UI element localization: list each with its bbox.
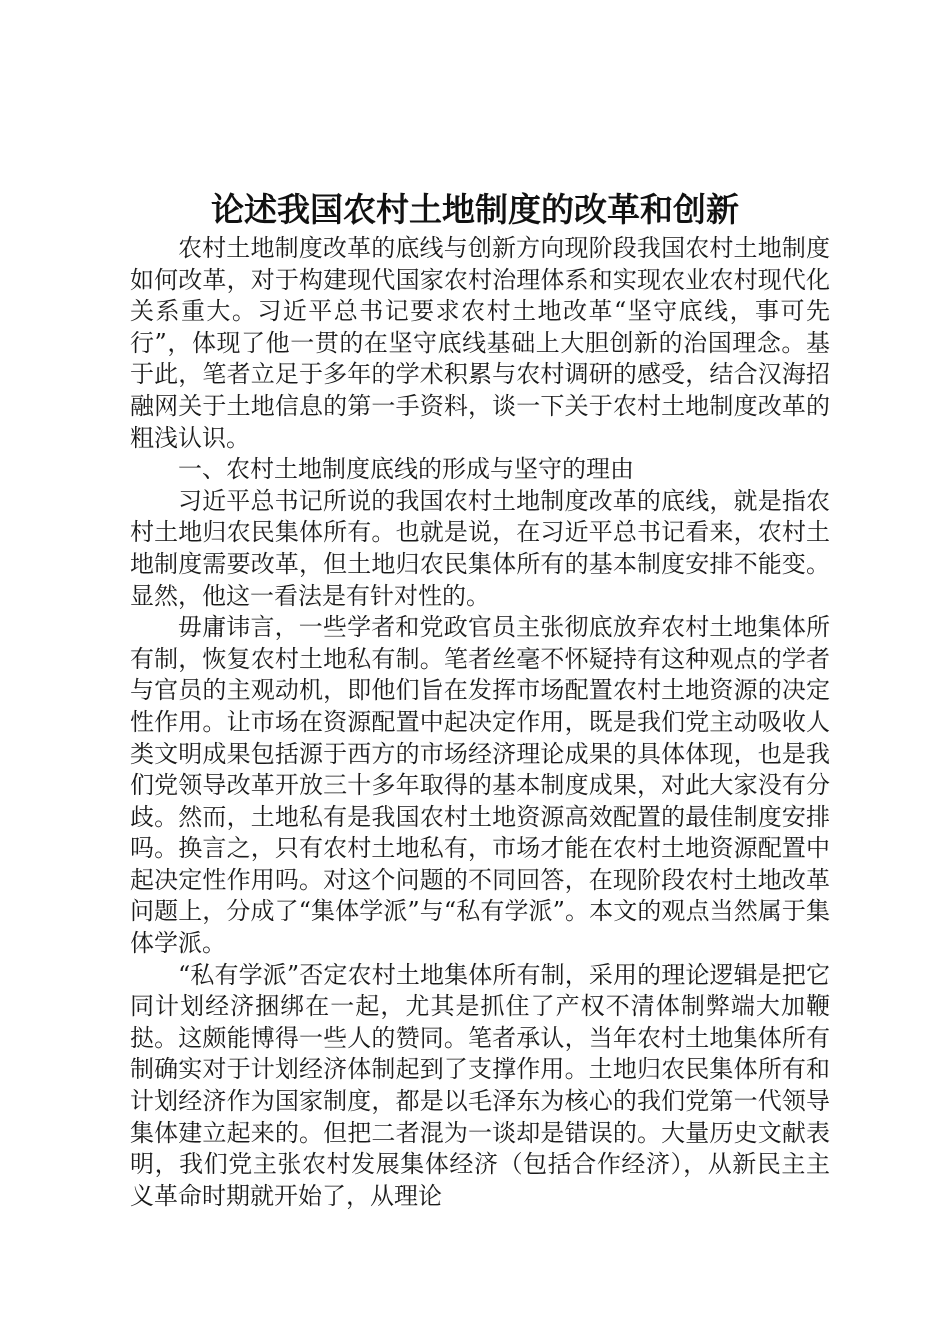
paragraph-private-school: “私有学派”否定农村土地集体所有制，采用的理论逻辑是把它同计划经济捆绑在一起，尤其是抓住了产权不清体制弊端大加鞭挞。这颇能博得一些人的赞同。笔者承认，当年农村土地集体所有制确实对于计划经济体制起到了支撑作用。土地归农民集体所有和计划经济作为国家制度，都是以毛泽东为核心的我们党第一代领导集体建立起来的。但把二者混为一谈却是错误的。大量历史文献表明，我们党主张农村发展集体经济（包括合作经济），从新民主主义革命时期就开始了，从理论: [130, 960, 830, 1210]
paragraph-private-debate: 毋庸讳言，一些学者和党政官员主张彻底放弃农村土地集体所有制，恢复农村土地私有制。笔者丝毫不怀疑持有这种观点的学者与官员的主观动机，即他们旨在发挥市场配置农村土地资源的决定性作用。让市场在资源配置中起决定作用，既是我们党主动吸收人类文明成果包括源于西方的市场经济理论成果的具体体现，也是我们党领导改革开放三十多年取得的基本制度成果，对此大家没有分歧。然而，土地私有是我国农村土地资源高效配置的最佳制度安排吗。换言之，只有农村土地私有，市场才能在农村土地资源配置中起决定性作用吗。对这个问题的不同回答，在现阶段农村土地改革问题上，分成了“集体学派”与“私有学派”。本文的观点当然属于集体学派。: [130, 613, 830, 958]
section-heading-1: 一、农村土地制度底线的形成与坚守的理由: [178, 455, 634, 484]
paragraph-intro: 农村土地制度改革的底线与创新方向现阶段我国农村土地制度如何改革，对于构建现代国家农村治理体系和实现农业农村现代化关系重大。习近平总书记要求农村土地改革“坚守底线，事可先行”，体现了他一贯的在坚守底线基础上大胆创新的治国理念。基于此，笔者立足于多年的学术积累与农村调研的感受，结合汉海招融网关于土地信息的第一手资料，谈一下关于农村土地制度改革的粗浅认识。: [130, 234, 830, 452]
document-title: 论述我国农村土地制度的改革和创新: [211, 190, 739, 229]
document-body: [130, 233, 830, 1212]
paragraph-bottom-line: 习近平总书记所说的我国农村土地制度改革的底线，就是指农村土地归农民集体所有。也就是说，在习近平总书记看来，农村土地制度需要改革，但土地归农民集体所有的基本制度安排不能变。显然，他这一看法是有针对性的。: [130, 486, 830, 610]
